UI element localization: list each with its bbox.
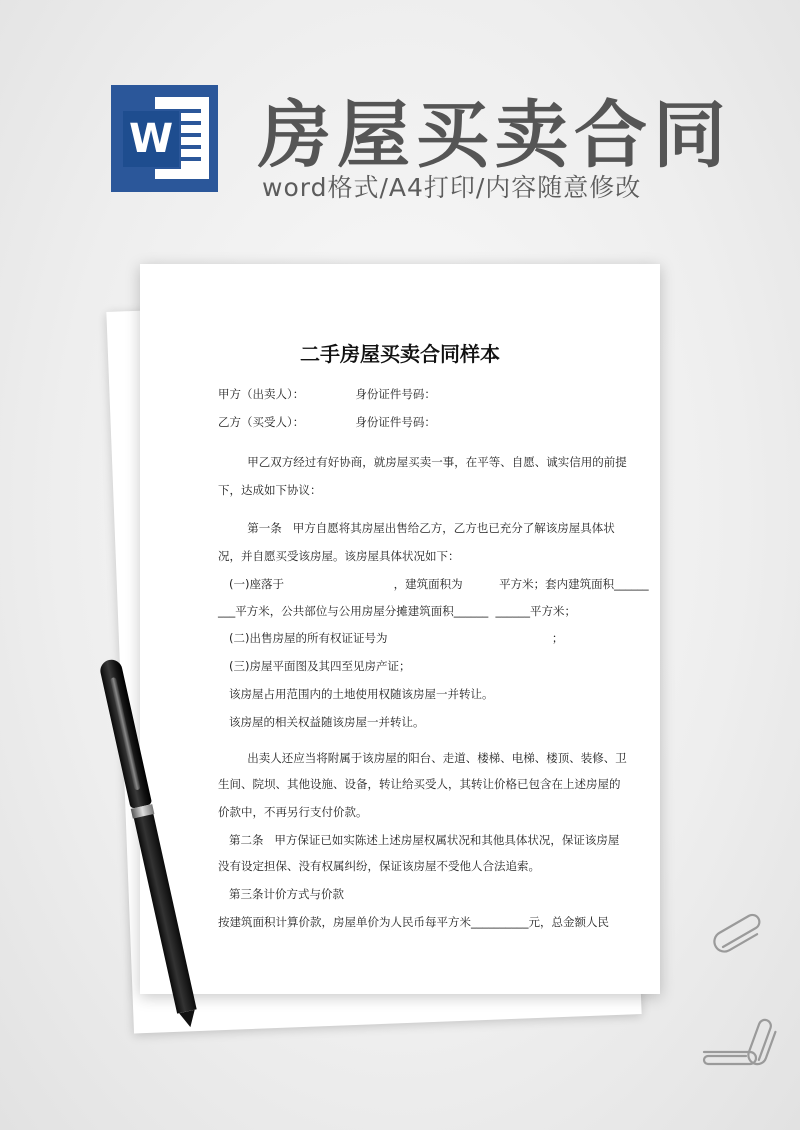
document-line: 第一条 甲方自愿将其房屋出售给乙方，乙方也已充分了解该房屋具体状	[218, 521, 615, 535]
document-line: 价款中，不再另行支付价款。	[218, 805, 368, 819]
document-line: 第三条计价方式与价款	[218, 887, 344, 901]
document-page	[140, 264, 660, 994]
document-line: 没有设定担保、没有权属纠纷，保证该房屋不受他人合法追索。	[218, 859, 540, 873]
paperclip-icon	[698, 1040, 758, 1070]
document-line: 甲方（出卖人）： 身份证件号码：	[218, 387, 436, 401]
document-line: 下，达成如下协议：	[218, 483, 322, 497]
document-title: 二手房屋买卖合同样本	[300, 342, 500, 366]
page-subtitle: word格式/A4打印/内容随意修改	[262, 173, 642, 202]
document-line: 该房屋占用范围内的土地使用权随该房屋一并转让。	[218, 687, 494, 701]
document-line: 第二条 甲方保证已如实陈述上述房屋权属状况和其他具体状况，保证该房屋	[218, 833, 620, 847]
paperclip-icon	[712, 912, 772, 960]
document-line: (二)出售房屋的所有权证证号为 ；	[218, 631, 564, 645]
document-line: 按建筑面积计算价款，房屋单价为人民币每平方米__________元，总金额人民	[218, 915, 609, 929]
page-title: 房屋买卖合同	[258, 93, 732, 178]
document-line: (一)座落于 ，建筑面积为 平方米；套内建筑面积______	[218, 577, 649, 591]
document-line: 况，并自愿买受该房屋。该房屋具体状况如下：	[218, 549, 460, 563]
document-line: (三)房屋平面图及其四至见房产证；	[218, 659, 411, 673]
document-line: 甲乙双方经过有好协商，就房屋买卖一事，在平等、自愿、诚实信用的前提	[218, 455, 627, 469]
document-line: ___平方米，公共部位与公用房屋分摊建筑面积______ ______平方米；	[218, 604, 577, 618]
document-line: 出卖人还应当将附属于该房屋的阳台、走道、楼梯、电梯、楼顶、装修、卫	[218, 751, 627, 765]
document-line: 生间、院坝、其他设施、设备，转让给买受人，其转让价格已包含在上述房屋的	[218, 777, 621, 791]
word-logo-letter: W	[121, 109, 181, 169]
document-line: 该房屋的相关权益随该房屋一并转让。	[218, 715, 425, 729]
word-logo-icon	[111, 85, 218, 192]
document-line: 乙方（买受人）： 身份证件号码：	[218, 415, 436, 429]
